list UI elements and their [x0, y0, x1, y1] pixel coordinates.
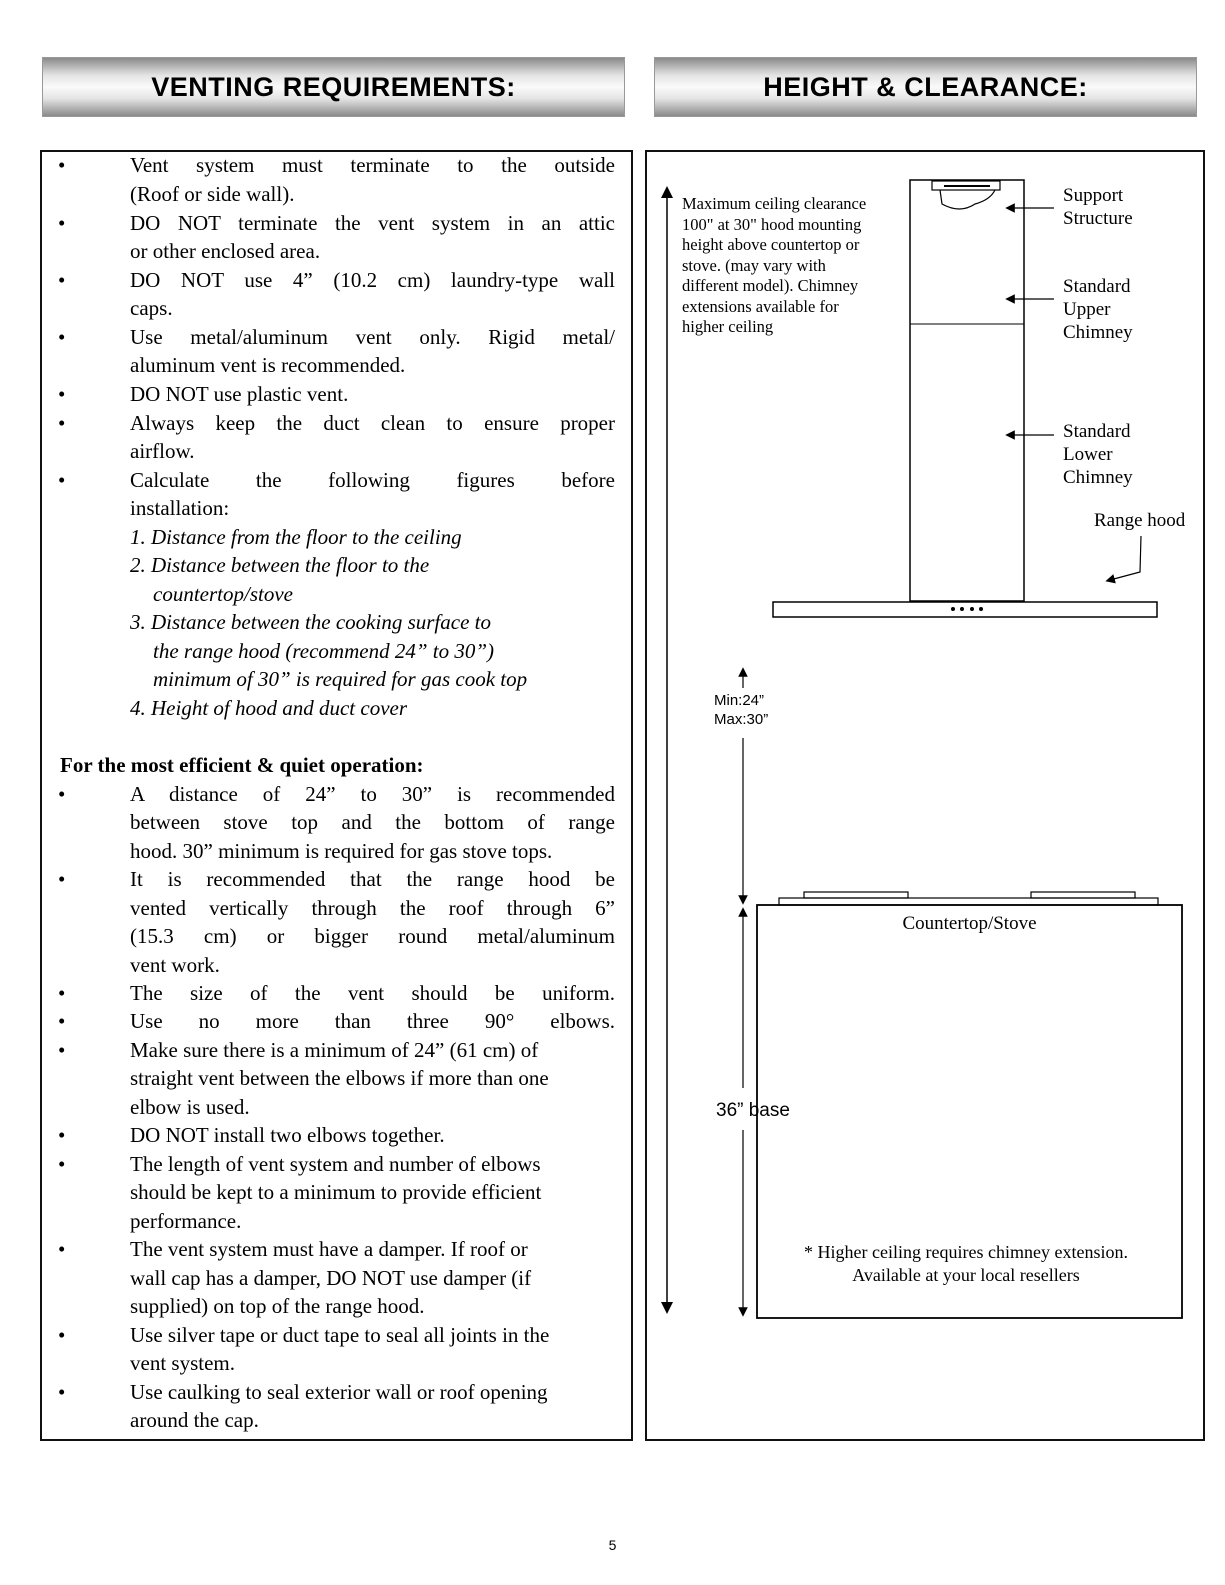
label-line: Upper [1063, 299, 1111, 320]
text-line: (Roof or side wall). [130, 182, 295, 206]
bullet: • [58, 1123, 66, 1147]
text-line: caps. [130, 296, 173, 320]
text-line: DO NOT use plastic vent. [130, 382, 349, 406]
bullet: • [58, 1237, 66, 1261]
min-clearance-label: Min:24” [714, 692, 765, 709]
bullet: • [58, 1038, 66, 1062]
label-line: Lower [1063, 444, 1113, 465]
text-line: performance. [130, 1209, 242, 1233]
text-line: Make sure there is a minimum of 24” (61 cm) of [130, 1038, 539, 1062]
text-line: (15.3 cm) or bigger round metal/aluminum [130, 924, 615, 948]
note-line: Maximum ceiling clearance [682, 194, 867, 213]
height-header-text: HEIGHT & CLEARANCE: [763, 71, 1088, 102]
figure-item: minimum of 30” is required for gas cook top [153, 667, 528, 691]
support-structure [932, 181, 1000, 209]
text-line: hood. 30” minimum is required for gas stove tops. [130, 839, 553, 863]
range-hood-canopy [773, 602, 1157, 617]
label-line: Standard [1063, 276, 1131, 297]
text-line: DO NOT use 4” (10.2 cm) laundry-type wall [130, 268, 615, 292]
text-line: Use metal/aluminum vent only. Rigid metal/ [130, 325, 615, 349]
label-line: Chimney [1063, 322, 1133, 343]
text-line: Calculate the following figures before [130, 468, 615, 492]
text-line: Vent system must terminate to the outside [130, 153, 615, 177]
countertop-label: Countertop/Stove [902, 913, 1037, 934]
text-line: The length of vent system and number of elbows [130, 1152, 541, 1176]
page-number: 5 [608, 1537, 617, 1553]
figure-item: 4. Height of hood and duct cover [130, 696, 408, 720]
figure-item: the range hood (recommend 24” to 30”) [153, 639, 495, 663]
label-line: Support [1063, 185, 1124, 206]
bullet: • [58, 1152, 66, 1176]
text-line: straight vent between the elbows if more than one [130, 1066, 549, 1090]
bullet: • [58, 1380, 66, 1404]
max-clearance-label: Max:30” [714, 711, 769, 728]
base-height-label: 36” base [716, 1100, 790, 1121]
bullet: • [58, 468, 66, 492]
bullet: • [58, 867, 66, 891]
text-line: Use caulking to seal exterior wall or roof opening [130, 1380, 548, 1404]
bullet: • [58, 153, 66, 177]
note-line: 100" at 30" hood mounting [682, 215, 862, 234]
text-line: Use silver tape or duct tape to seal all joints in the [130, 1323, 550, 1347]
bullet: • [58, 211, 66, 235]
note-line: different model). Chimney [682, 276, 859, 295]
bullet: • [58, 411, 66, 435]
bullet: • [58, 1009, 66, 1033]
bullet: • [58, 782, 66, 806]
text-line: Use no more than three 90° elbows. [130, 1009, 615, 1033]
text-line: wall cap has a damper, DO NOT use damper (if [130, 1266, 532, 1290]
figure-item: 1. Distance from the floor to the ceiling [130, 525, 462, 549]
text-line: vent work. [130, 953, 220, 977]
text-line: airflow. [130, 439, 195, 463]
footnote-line: * Higher ceiling requires chimney extension. [804, 1242, 1128, 1262]
text-line: aluminum vent is recommended. [130, 353, 406, 377]
bullet: • [58, 981, 66, 1005]
efficient-heading: For the most efficient & quiet operation: [60, 753, 424, 777]
text-line: should be kept to a minimum to provide efficient [130, 1180, 542, 1204]
venting-header-text: VENTING REQUIREMENTS: [151, 71, 516, 102]
figure-item: countertop/stove [153, 582, 293, 606]
label-line: Structure [1063, 208, 1133, 229]
label-line: Chimney [1063, 467, 1133, 488]
text-line: The vent system must have a damper. If roof or [130, 1237, 528, 1261]
text-line: vented vertically through the roof through 6” [130, 896, 615, 920]
figure-item: 2. Distance between the floor to the [130, 553, 430, 577]
footnote-line: Available at your local resellers [852, 1265, 1080, 1285]
text-line: A distance of 24” to 30” is recommended [130, 782, 615, 806]
label-line: Standard [1063, 421, 1131, 442]
text-line: installation: [130, 496, 230, 520]
text-line: DO NOT install two elbows together. [130, 1123, 445, 1147]
text-line: or other enclosed area. [130, 239, 321, 263]
bullet: • [58, 382, 66, 406]
text-line: It is recommended that the range hood be [130, 867, 615, 891]
bullet: • [58, 268, 66, 292]
text-line: DO NOT terminate the vent system in an attic [130, 211, 615, 235]
note-line: stove. (may vary with [682, 256, 826, 275]
text-line: elbow is used. [130, 1095, 250, 1119]
range-hood-callout-arrow [1110, 536, 1141, 580]
range-hood-label: Range hood [1094, 510, 1186, 531]
note-line: height above countertop or [682, 235, 860, 254]
bullet: • [58, 325, 66, 349]
chimney [910, 180, 1024, 601]
note-line: extensions available for [682, 297, 839, 316]
bullet: • [58, 1323, 66, 1347]
note-line: higher ceiling [682, 317, 774, 336]
text-line: around the cap. [130, 1408, 259, 1432]
hood-control-buttons [951, 607, 983, 611]
text-line: supplied) on top of the range hood. [130, 1294, 425, 1318]
figure-item: 3. Distance between the cooking surface to [130, 610, 491, 634]
text-line: between stove top and the bottom of range [130, 810, 615, 834]
text-line: The size of the vent should be uniform. [130, 981, 615, 1005]
text-line: vent system. [130, 1351, 235, 1375]
text-line: Always keep the duct clean to ensure proper [130, 411, 615, 435]
